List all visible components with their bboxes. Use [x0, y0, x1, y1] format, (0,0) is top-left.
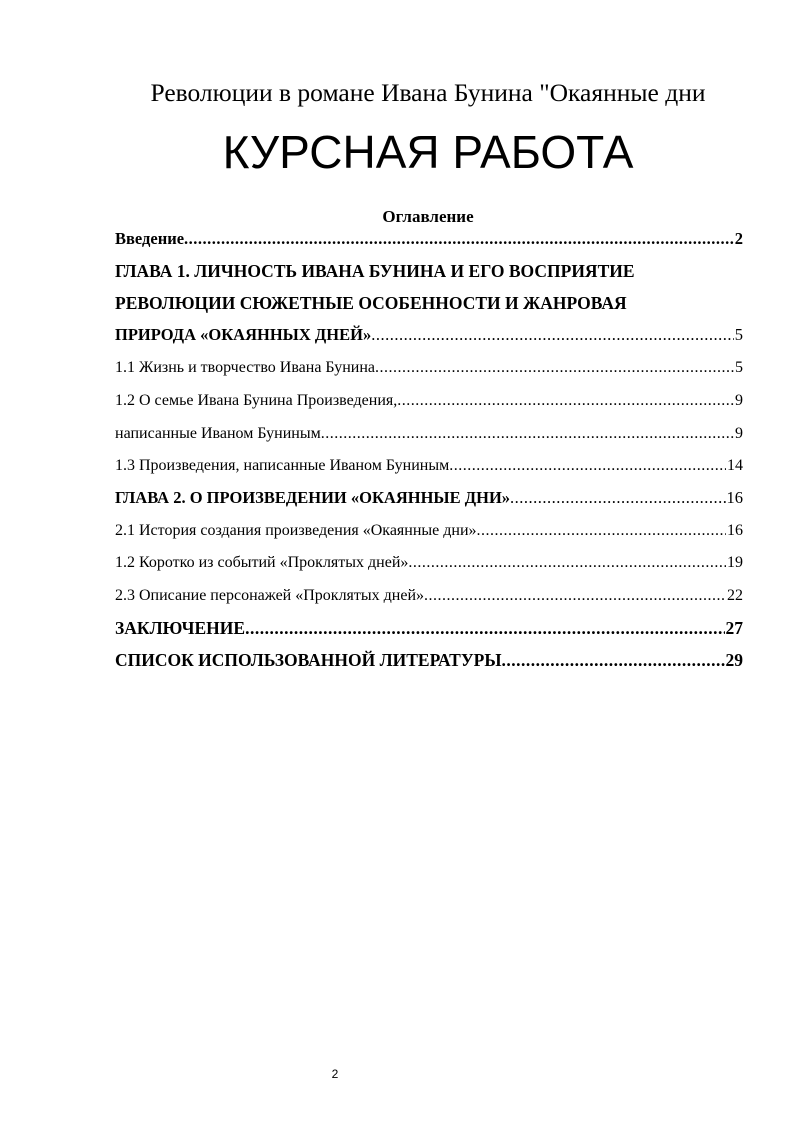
- toc-entry-introduction[interactable]: [115, 228, 743, 250]
- toc-entry-chapter-1-line-1[interactable]: [115, 260, 743, 282]
- page-number: 2: [331, 1067, 339, 1081]
- toc-leader-dots: [245, 617, 724, 639]
- toc-entry-chapter-2[interactable]: [115, 487, 743, 509]
- toc-entry-1-2-line-2[interactable]: [115, 423, 743, 445]
- toc-leader-dots: [477, 520, 726, 542]
- toc-entry-bibliography[interactable]: [115, 649, 743, 671]
- toc-leader-dots: [408, 552, 726, 574]
- toc-entry-page: 29: [725, 650, 743, 670]
- toc-entry-page: 9: [735, 392, 743, 409]
- toc-entry-1-2-line-1[interactable]: [115, 390, 743, 412]
- toc-entry-1-3[interactable]: [115, 455, 743, 477]
- toc-leader-dots: [375, 357, 734, 379]
- toc-entry-text: 1.3 Произведения, написанные Иваном Буниным: [115, 457, 450, 474]
- toc-leader-dots: [449, 455, 726, 477]
- toc-entry-text: 2.3 Описание персонажей «Проклятых дней»: [115, 587, 425, 604]
- document-title: КУРСНАЯ РАБОТА: [222, 126, 634, 178]
- toc-entry-text: 1.2 Коротко из событий «Проклятых дней»: [115, 554, 409, 571]
- toc-entry-1-1[interactable]: [115, 357, 743, 379]
- toc-entry-text: СПИСОК ИСПОЛЬЗОВАННОЙ ЛИТЕРАТУРЫ: [115, 650, 502, 670]
- toc-entry-page: 14: [727, 457, 743, 474]
- toc-entry-chapter-1-line-3[interactable]: [115, 324, 743, 346]
- toc-entry-page: 5: [735, 359, 743, 376]
- toc-entry-page: 27: [725, 618, 743, 638]
- toc-leader-dots: [184, 228, 734, 250]
- toc-entry-text: 2.1 История создания произведения «Окаянные дни»: [115, 522, 477, 539]
- toc-entry-page: 19: [727, 554, 743, 571]
- toc-entry-page: 16: [727, 522, 743, 539]
- toc-entry-text: 1.1 Жизнь и творчество Ивана Бунина: [115, 359, 376, 376]
- document-subtitle: Революции в романе Ивана Бунина "Окаянные дни: [150, 78, 706, 107]
- toc-entry-text: ПРИРОДА «ОКАЯННЫХ ДНЕЙ»: [115, 325, 372, 344]
- toc-entry-2-3[interactable]: [115, 585, 743, 607]
- toc-entry-page: 22: [727, 587, 743, 604]
- toc-entry-page: 16: [726, 488, 743, 507]
- toc-entry-text: РЕВОЛЮЦИИ СЮЖЕТНЫЕ ОСОБЕННОСТИ И ЖАНРОВАЯ: [115, 293, 627, 313]
- toc-heading: Оглавление: [382, 207, 474, 226]
- toc-entry-1-2-events[interactable]: [115, 552, 743, 574]
- toc-entry-page: 9: [735, 425, 743, 442]
- toc-entry-text: ЗАКЛЮЧЕНИЕ: [115, 618, 246, 638]
- toc-leader-dots: [502, 649, 725, 671]
- toc-entry-chapter-1-line-2[interactable]: [115, 292, 743, 314]
- toc-leader-dots: [510, 487, 725, 509]
- toc-leader-dots: [424, 585, 726, 607]
- toc-leader-dots: [397, 390, 734, 412]
- toc-leader-dots: [371, 324, 734, 346]
- toc-entry-2-1[interactable]: [115, 520, 743, 542]
- toc-entry-text: 1.2 О семье Ивана Бунина Произведения,: [115, 392, 398, 409]
- toc-entry-text: ГЛАВА 2. О ПРОИЗВЕДЕНИИ «ОКАЯННЫЕ ДНИ»: [115, 488, 511, 507]
- toc-entry-text: Введение: [115, 229, 185, 248]
- toc-entry-conclusion[interactable]: [115, 617, 743, 639]
- toc-entry-page: 2: [734, 229, 743, 248]
- toc-leader-dots: [321, 423, 734, 445]
- toc-entry-page: 5: [734, 325, 743, 344]
- toc-entry-text: ГЛАВА 1. ЛИЧНОСТЬ ИВАНА БУНИНА И ЕГО ВОСПРИЯТИЕ: [115, 261, 635, 281]
- toc-entry-text: написанные Иваном Буниным: [115, 425, 321, 442]
